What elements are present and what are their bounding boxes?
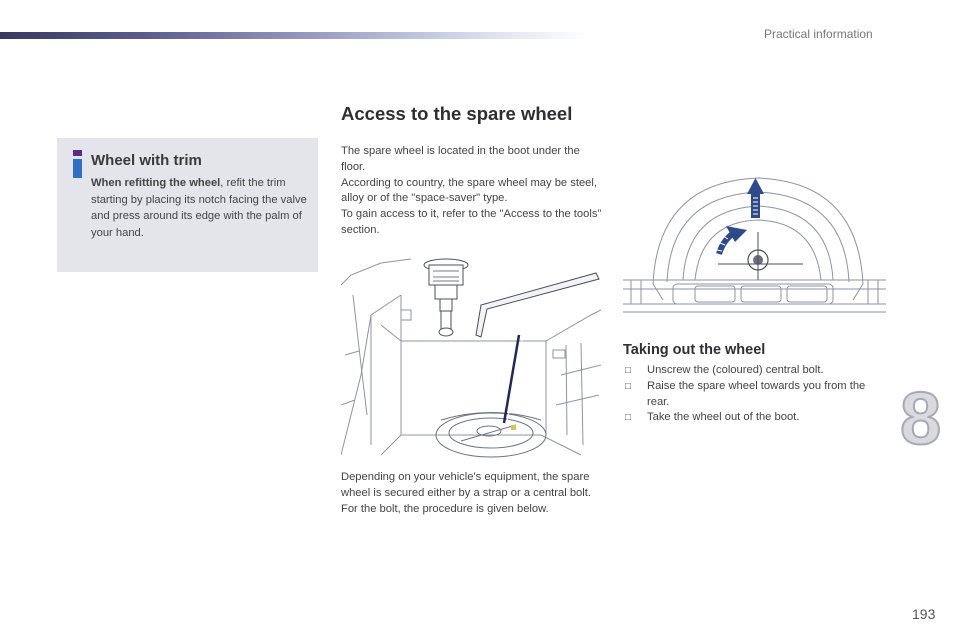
taking-out-steps — [623, 363, 883, 426]
step-text: Raise the spare wheel towards you from the rear. — [647, 379, 866, 408]
info-box-text-bold: When refitting the wheel — [91, 177, 221, 189]
intro-line: According to country, the spare wheel may be steel, alloy or of the "space-saver" type. — [341, 176, 597, 205]
intro-line: The spare wheel is located in the boot under the floor. — [341, 145, 580, 173]
bottom-text: Depending on your vehicle's equipment, the spare wheel is secured either by a strap or a central bolt. For the bolt, the procedure is given below. — [341, 471, 591, 515]
taking-out-title: Taking out the wheel — [623, 342, 766, 358]
info-box — [57, 138, 318, 272]
spare-wheel-diagram — [623, 172, 886, 316]
info-icon — [68, 150, 88, 178]
list-item — [623, 410, 883, 426]
info-box-text — [91, 175, 313, 241]
bullet-icon: □ — [625, 380, 632, 392]
list-item — [623, 379, 883, 411]
info-box-title: Wheel with trim — [91, 152, 202, 169]
bullet-icon: □ — [625, 365, 632, 376]
section-header: Practical information — [764, 27, 873, 41]
page-title: Access to the spare wheel — [341, 103, 573, 124]
list-item — [623, 363, 883, 379]
chapter-number: 8 — [900, 377, 942, 460]
bullet-icon: □ — [625, 412, 632, 424]
intro-text — [341, 144, 603, 239]
boot-photo-illustration — [341, 255, 601, 459]
info-box-text-rest: , refit the trim starting by placing its notch facing the valve and press around its edge with the palm of your hand. — [91, 177, 307, 239]
header-gradient-bar — [0, 32, 590, 39]
step-text: Unscrew the (coloured) central bolt. — [647, 364, 824, 376]
page-number: 193 — [912, 606, 936, 622]
intro-line: To gain access to it, refer to the "Access to the tools" section. — [341, 208, 602, 236]
step-text: Take the wheel out of the boot. — [647, 411, 800, 424]
